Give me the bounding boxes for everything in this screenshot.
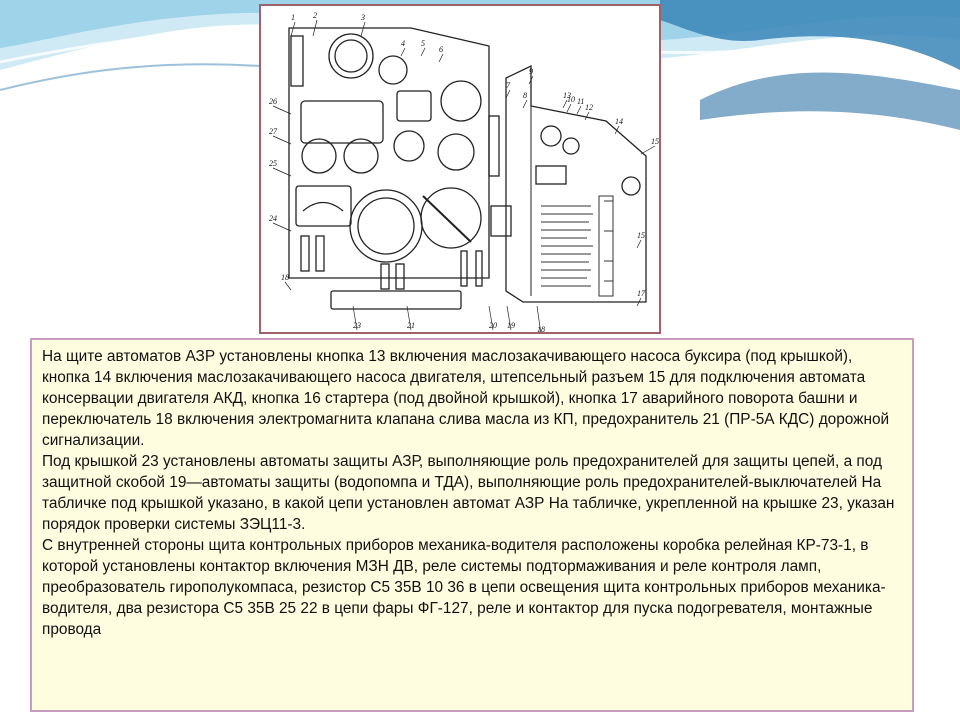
callout-leader-line (523, 100, 527, 108)
callout-leader-line (361, 22, 365, 36)
wave-dark-right (700, 73, 960, 131)
callout-leader-line (273, 136, 291, 144)
callout-number: 14 (615, 117, 623, 126)
callout-number: 15 (651, 137, 659, 146)
tachometer-dial (421, 188, 481, 248)
callout-number: 18 (281, 273, 289, 282)
callout-number: 26 (269, 97, 277, 106)
wave-left-streak (0, 64, 260, 90)
callout-number: 19 (507, 321, 515, 330)
callout-leader-line (273, 168, 291, 176)
callout-leader-line (637, 240, 641, 248)
callout-leader-line (585, 112, 589, 120)
wave-dark-band (660, 0, 960, 70)
callout-leader-line (439, 54, 443, 62)
callout-number: 1 (291, 13, 295, 22)
callout-number: 8 (523, 91, 527, 100)
callout-number: 6 (439, 45, 443, 54)
paragraph-3: С внутренней стороны щита контрольных приборов механика-водителя расположены коробка релейная КР-73-1, в которой установлены контактор включения МЗН ДВ, реле системы подтормаживания и реле контроля ламп, преобразователь гирополукомпаса, резистор С5 35В 10 36 в цепи освещения щита контрольных приборов механика-водителя, два резистора С5 35В 25 22 в цепи фары ФГ-127, реле и контактор для пуска подогревателя, монтажные провода (42, 537, 886, 638)
callout-number: 15 (637, 231, 645, 240)
callout-leader-line (273, 106, 291, 114)
callout-leader-line (285, 282, 291, 290)
callout-leader-line (421, 48, 425, 56)
gauge-block-1 (301, 101, 383, 143)
callout-number: 27 (269, 127, 277, 136)
panel-drawing (261, 6, 659, 332)
callout-leader-line (273, 223, 291, 231)
gauge-top-right (379, 56, 407, 84)
callout-number: 3 (361, 13, 365, 22)
callout-number: 23 (353, 321, 361, 330)
callout-number: 11 (577, 97, 585, 106)
callout-number: 21 (407, 321, 415, 330)
callout-number: 17 (637, 289, 645, 298)
right-panel-outline (506, 66, 646, 302)
callout-number: 4 (401, 39, 405, 48)
callout-number: 9 (529, 67, 533, 76)
left-panel-outline (289, 28, 489, 278)
callout-number: 13 (563, 91, 571, 100)
ammeter (296, 186, 351, 226)
callout-leader-line (567, 104, 571, 112)
paragraph-1: На щите автоматов АЗР установлены кнопка 13 включения маслозакачивающего насоса буксира (под крышкой), кнопка 14 включения маслозакачивающего насоса двигателя, штепсельный разъем 15 для подключения автомата консервации двигателя АКД, кнопка 16 стартера (под двойной крышкой), кнопка 17 аварийного поворота башни и переключатель 18 включения электромагнита клапана слива масла из КП, предохранитель 21 (ПР-5А КДС) дорожной сигнализации. (42, 348, 890, 449)
callout-number: 7 (506, 81, 510, 90)
callout-number: 12 (585, 103, 593, 112)
description-panel (30, 338, 914, 712)
speedometer-dial (350, 190, 422, 262)
callout-number: 20 (489, 321, 497, 330)
callout-number: 24 (269, 214, 277, 223)
instrument-panel-diagram (259, 4, 661, 334)
bottom-bar (331, 291, 461, 309)
callout-number: 10 (567, 95, 575, 104)
callout-leader-line (577, 106, 581, 114)
callout-number: 18 (537, 325, 545, 332)
callout-number: 2 (313, 11, 317, 20)
gauge-top-far (441, 81, 481, 121)
callout-leader-line (291, 22, 295, 36)
callout-number: 5 (421, 39, 425, 48)
gauge-block-2 (397, 91, 431, 121)
callout-number: 25 (269, 159, 277, 168)
callout-leader-line (641, 146, 655, 154)
callout-leader-line (401, 48, 405, 56)
paragraph-2: Под крышкой 23 установлены автоматы защиты АЗР, выполняющие роль предохранителей для защиты цепей, а под защитной скобой 19—автоматы защиты (водопомпа и ТДА), выполняющие роль предохранителей-выключателей На табличке под крышкой указано, в какой цепи установлен автомат АЗР На табличке, укрепленной на крышке 23, указан порядок проверки системы ЗЭЦ11-3. (42, 453, 895, 533)
